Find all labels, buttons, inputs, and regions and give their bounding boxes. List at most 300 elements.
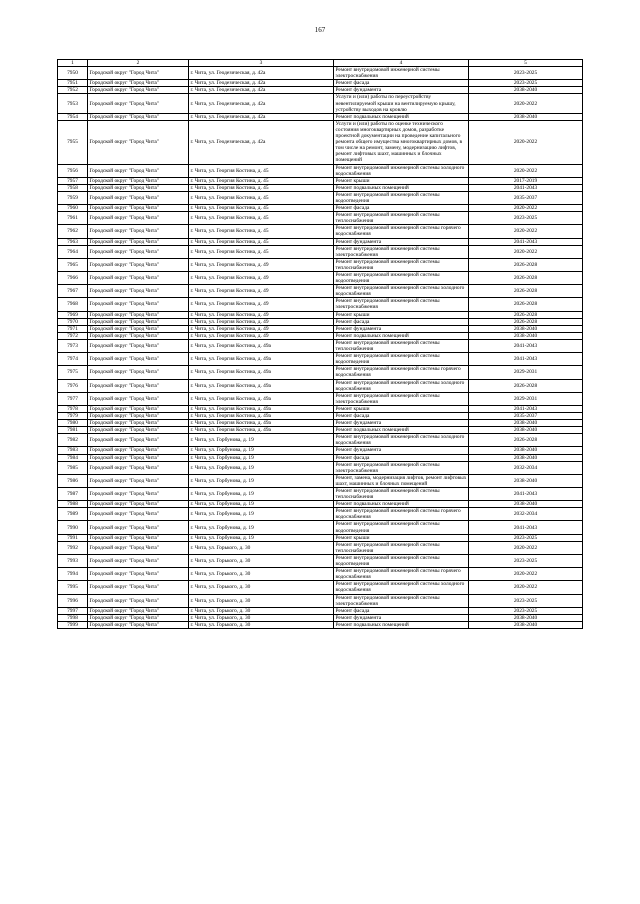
column-header-municipality: 2 (88, 60, 189, 67)
period-cell: 2020-2022 (469, 245, 583, 258)
municipality-cell: Городской округ "Город Чита" (88, 581, 189, 594)
address-cell: г. Чита, ул. Георгия Костина, д. 49 (189, 318, 334, 325)
work-type-cell: Ремонт внутридомовой инженерной системы электроснабжения (334, 298, 469, 311)
municipality-cell: Городской округ "Город Чита" (88, 594, 189, 607)
table-row (58, 434, 583, 447)
table-row (58, 581, 583, 594)
address-cell: г. Чита, ул. Горького, д. 30 (189, 614, 334, 621)
address-cell: г. Чита, ул. Горбунова, д. 19 (189, 461, 334, 474)
municipality-cell: Городской округ "Город Чита" (88, 67, 189, 80)
table-row (58, 427, 583, 434)
period-cell: 2017-2019 (469, 177, 583, 184)
row-number-cell: 7958 (58, 184, 88, 191)
address-cell: г. Чита, ул. Георгия Костина, д. 45 (189, 191, 334, 204)
work-type-cell: Ремонт фундамента (334, 420, 469, 427)
work-type-cell: Ремонт фасада (334, 607, 469, 614)
municipality-cell: Городской округ "Город Чита" (88, 614, 189, 621)
address-cell: г. Чита, ул. Георгия Костина, д. 45 (189, 212, 334, 225)
table-row (58, 541, 583, 554)
table-row (58, 353, 583, 366)
period-cell: 2023-2025 (469, 212, 583, 225)
period-cell: 2023-2025 (469, 67, 583, 80)
period-cell: 2038-2040 (469, 501, 583, 508)
table-row (58, 238, 583, 245)
period-cell: 2020-2022 (469, 120, 583, 164)
table-row (58, 366, 583, 379)
period-cell: 2032-2034 (469, 508, 583, 521)
row-number-cell: 7972 (58, 332, 88, 339)
table-row (58, 521, 583, 534)
period-cell: 2029-2031 (469, 366, 583, 379)
table-row (58, 87, 583, 94)
period-cell: 2041-2043 (469, 405, 583, 412)
period-cell: 2026-2028 (469, 258, 583, 271)
address-cell: г. Чита, ул. Горбунова, д. 19 (189, 447, 334, 454)
address-cell: г. Чита, ул. Георгия Костина, д. 45 (189, 205, 334, 212)
work-type-cell: Ремонт внутридомовой инженерной системы горячего водоснабжения (334, 366, 469, 379)
row-number-cell: 7979 (58, 412, 88, 419)
period-cell: 2020-2022 (469, 568, 583, 581)
work-type-cell: Ремонт внутридомовой инженерной системы водоотведения (334, 272, 469, 285)
period-cell: 2041-2043 (469, 184, 583, 191)
work-type-cell: Ремонт внутридомовой инженерной системы водоотведения (334, 191, 469, 204)
table-row (58, 607, 583, 614)
table-row (58, 318, 583, 325)
work-type-cell: Ремонт подвальных помещений (334, 113, 469, 120)
period-cell: 2038-2040 (469, 113, 583, 120)
table-row (58, 245, 583, 258)
address-cell: г. Чита, ул. Георгия Костина, д. 45 (189, 238, 334, 245)
municipality-cell: Городской округ "Город Чита" (88, 434, 189, 447)
table-row (58, 379, 583, 392)
work-type-cell: Ремонт фундамента (334, 87, 469, 94)
municipality-cell: Городской округ "Город Чита" (88, 461, 189, 474)
work-type-cell: Ремонт фасада (334, 80, 469, 87)
municipality-cell: Городской округ "Город Чита" (88, 534, 189, 541)
municipality-cell: Городской округ "Город Чита" (88, 621, 189, 628)
work-type-cell: Ремонт крыши (334, 534, 469, 541)
work-type-cell: Ремонт внутридомовой инженерной системы теплоснабжения (334, 258, 469, 271)
table-row (58, 120, 583, 164)
municipality-cell: Городской округ "Город Чита" (88, 245, 189, 258)
municipality-cell: Городской округ "Город Чита" (88, 366, 189, 379)
table-row (58, 67, 583, 80)
column-header-work-type: 4 (334, 60, 469, 67)
municipality-cell: Городской округ "Город Чита" (88, 521, 189, 534)
row-number-cell: 7965 (58, 258, 88, 271)
municipality-cell: Городской округ "Город Чита" (88, 392, 189, 405)
municipality-cell: Городской округ "Город Чита" (88, 225, 189, 238)
address-cell: г. Чита, ул. Горького, д. 30 (189, 568, 334, 581)
period-cell: 2038-2040 (469, 420, 583, 427)
address-cell: г. Чита, ул. Георгия Костина, д. 49 (189, 258, 334, 271)
table-row (58, 298, 583, 311)
work-type-cell: Ремонт внутридомовой инженерной системы холодного водоснабжения (334, 285, 469, 298)
work-type-cell: Ремонт подвальных помещений (334, 184, 469, 191)
work-type-cell: Ремонт фасада (334, 318, 469, 325)
row-number-cell: 7957 (58, 177, 88, 184)
address-cell: г. Чита, ул. Горького, д. 30 (189, 607, 334, 614)
table-body (58, 67, 583, 629)
municipality-cell: Городской округ "Город Чита" (88, 474, 189, 487)
work-type-cell: Услуги и (или) работы по переустройству невентилируемой крыши на вентилируемую крышу, устройству выходов на кровлю (334, 94, 469, 113)
page-number: 167 (314, 26, 326, 34)
municipality-cell: Городской округ "Город Чита" (88, 318, 189, 325)
period-cell: 2020-2022 (469, 164, 583, 177)
address-cell: г. Чита, ул. Георгия Костина, д. 49а (189, 379, 334, 392)
row-number-cell: 7966 (58, 272, 88, 285)
work-type-cell: Ремонт внутридомовой инженерной системы холодного водоснабжения (334, 581, 469, 594)
table-row (58, 412, 583, 419)
table-row (58, 339, 583, 352)
period-cell: 2026-2028 (469, 379, 583, 392)
municipality-cell: Городской округ "Город Чита" (88, 353, 189, 366)
period-cell: 2041-2043 (469, 238, 583, 245)
municipality-cell: Городской округ "Город Чита" (88, 191, 189, 204)
row-number-cell: 7987 (58, 488, 88, 501)
table-row (58, 205, 583, 212)
work-type-cell: Ремонт фасада (334, 205, 469, 212)
address-cell: г. Чита, ул. Георгия Костина, д. 49 (189, 325, 334, 332)
table-row (58, 191, 583, 204)
row-number-cell: 7964 (58, 245, 88, 258)
row-number-cell: 7977 (58, 392, 88, 405)
address-cell: г. Чита, ул. Геодезическая, д. 42а (189, 87, 334, 94)
row-number-cell: 7976 (58, 379, 88, 392)
address-cell: г. Чита, ул. Геодезическая, д. 42а (189, 113, 334, 120)
period-cell: 2020-2022 (469, 541, 583, 554)
address-cell: г. Чита, ул. Георгия Костина, д. 49а (189, 420, 334, 427)
period-cell: 2026-2028 (469, 318, 583, 325)
table-row (58, 285, 583, 298)
period-cell: 2038-2040 (469, 621, 583, 628)
municipality-cell: Городской округ "Город Чита" (88, 120, 189, 164)
municipality-cell: Городской округ "Город Чита" (88, 80, 189, 87)
period-cell: 2026-2028 (469, 311, 583, 318)
address-cell: г. Чита, ул. Георгия Костина, д. 49а (189, 353, 334, 366)
period-cell: 2041-2043 (469, 339, 583, 352)
period-cell: 2038-2040 (469, 332, 583, 339)
work-type-cell: Ремонт фундамента (334, 325, 469, 332)
period-cell: 2041-2043 (469, 488, 583, 501)
municipality-cell: Городской округ "Город Чита" (88, 379, 189, 392)
row-number-cell: 7985 (58, 461, 88, 474)
table-row (58, 420, 583, 427)
row-number-cell: 7955 (58, 120, 88, 164)
work-type-cell: Ремонт внутридомовой инженерной системы электроснабжения (334, 594, 469, 607)
address-cell: г. Чита, ул. Горького, д. 30 (189, 541, 334, 554)
table-row (58, 94, 583, 113)
municipality-cell: Городской округ "Город Чита" (88, 541, 189, 554)
table-row (58, 392, 583, 405)
address-cell: г. Чита, ул. Георгия Костина, д. 49а (189, 427, 334, 434)
address-cell: г. Чита, ул. Георгия Костина, д. 45 (189, 177, 334, 184)
address-cell: г. Чита, ул. Горького, д. 30 (189, 594, 334, 607)
table-row (58, 488, 583, 501)
address-cell: г. Чита, ул. Георгия Костина, д. 49а (189, 366, 334, 379)
work-type-cell: Ремонт крыши (334, 177, 469, 184)
municipality-cell: Городской округ "Город Чита" (88, 339, 189, 352)
work-type-cell: Ремонт внутридомовой инженерной системы электроснабжения (334, 392, 469, 405)
address-cell: г. Чита, ул. Горбунова, д. 19 (189, 534, 334, 541)
work-type-cell: Ремонт внутридомовой инженерной системы теплоснабжения (334, 339, 469, 352)
address-cell: г. Чита, ул. Георгия Костина, д. 49а (189, 339, 334, 352)
address-cell: г. Чита, ул. Георгия Костина, д. 45 (189, 225, 334, 238)
work-type-cell: Ремонт внутридомовой инженерной системы холодного водоснабжения (334, 164, 469, 177)
municipality-cell: Городской округ "Город Чита" (88, 447, 189, 454)
row-number-cell: 7967 (58, 285, 88, 298)
period-cell: 2023-2025 (469, 607, 583, 614)
address-cell: г. Чита, ул. Георгия Костина, д. 49 (189, 298, 334, 311)
table-row (58, 225, 583, 238)
work-type-cell: Ремонт фундамента (334, 614, 469, 621)
work-type-cell: Ремонт внутридомовой инженерной системы электроснабжения (334, 461, 469, 474)
address-cell: г. Чита, ул. Геодезическая, д. 42а (189, 120, 334, 164)
row-number-cell: 7973 (58, 339, 88, 352)
address-cell: г. Чита, ул. Георгия Костина, д. 49а (189, 392, 334, 405)
row-number-cell: 7986 (58, 474, 88, 487)
address-cell: г. Чита, ул. Георгия Костина, д. 49а (189, 405, 334, 412)
municipality-cell: Городской округ "Город Чита" (88, 607, 189, 614)
address-cell: г. Чита, ул. Георгия Костина, д. 49 (189, 311, 334, 318)
municipality-cell: Городской округ "Город Чита" (88, 177, 189, 184)
period-cell: 2023-2025 (469, 594, 583, 607)
work-type-cell: Ремонт внутридомовой инженерной системы горячего водоснабжения (334, 508, 469, 521)
address-cell: г. Чита, ул. Горького, д. 30 (189, 581, 334, 594)
work-type-cell: Ремонт подвальных помещений (334, 332, 469, 339)
address-cell: г. Чита, ул. Геодезическая, д. 42а (189, 94, 334, 113)
table-row (58, 621, 583, 628)
table-row (58, 568, 583, 581)
period-cell: 2038-2040 (469, 427, 583, 434)
row-number-cell: 7952 (58, 87, 88, 94)
address-cell: г. Чита, ул. Георгия Костина, д. 49 (189, 272, 334, 285)
work-type-cell: Ремонт внутридомовой инженерной системы горячего водоснабжения (334, 568, 469, 581)
address-cell: г. Чита, ул. Геодезическая, д. 42а (189, 67, 334, 80)
work-type-cell: Ремонт фасада (334, 454, 469, 461)
row-number-cell: 7989 (58, 508, 88, 521)
work-type-cell: Ремонт внутридомовой инженерной системы водоотведения (334, 554, 469, 567)
table-row (58, 534, 583, 541)
work-type-cell: Ремонт фундамента (334, 238, 469, 245)
period-cell: 2026-2028 (469, 272, 583, 285)
address-cell: г. Чита, ул. Георгия Костина, д. 49а (189, 412, 334, 419)
table-row (58, 474, 583, 487)
period-cell: 2038-2040 (469, 474, 583, 487)
period-cell: 2035-2037 (469, 191, 583, 204)
municipality-cell: Городской округ "Город Чита" (88, 87, 189, 94)
period-cell: 2029-2031 (469, 392, 583, 405)
municipality-cell: Городской округ "Город Чита" (88, 285, 189, 298)
row-number-cell: 7951 (58, 80, 88, 87)
table-row (58, 405, 583, 412)
table-row (58, 212, 583, 225)
work-type-cell: Ремонт подвальных помещений (334, 427, 469, 434)
table-row (58, 594, 583, 607)
row-number-cell: 7960 (58, 205, 88, 212)
address-cell: г. Чита, ул. Горбунова, д. 19 (189, 501, 334, 508)
address-cell: г. Чита, ул. Горбунова, д. 19 (189, 508, 334, 521)
municipality-cell: Городской округ "Город Чита" (88, 488, 189, 501)
work-type-cell: Услуги и (или) работы по оценке технического состояния многоквартирных домов, разработке проектной документации на проведение капитального ремонта общего имущества многоквартирных домов, в том числе на ремонт, замену, модернизацию лифтов, ремонт лифтовых шахт, машинных и блочных помещений (334, 120, 469, 164)
address-cell: г. Чита, ул. Георгия Костина, д. 45 (189, 164, 334, 177)
row-number-cell: 7997 (58, 607, 88, 614)
municipality-cell: Городской округ "Город Чита" (88, 454, 189, 461)
period-cell: 2023-2025 (469, 554, 583, 567)
address-cell: г. Чита, ул. Горбунова, д. 19 (189, 521, 334, 534)
address-cell: г. Чита, ул. Геодезическая, д. 42а (189, 80, 334, 87)
period-cell: 2020-2022 (469, 581, 583, 594)
column-header-number: 1 (58, 60, 88, 67)
municipality-cell: Городской округ "Город Чита" (88, 325, 189, 332)
table-row (58, 461, 583, 474)
column-header-address: 3 (189, 60, 334, 67)
column-header-period: 5 (469, 60, 583, 67)
row-number-cell: 7978 (58, 405, 88, 412)
work-type-cell: Ремонт внутридомовой инженерной системы водоотведения (334, 521, 469, 534)
row-number-cell: 7999 (58, 621, 88, 628)
municipality-cell: Городской округ "Город Чита" (88, 554, 189, 567)
address-cell: г. Чита, ул. Горбунова, д. 19 (189, 488, 334, 501)
table-row (58, 447, 583, 454)
period-cell: 2026-2028 (469, 298, 583, 311)
row-number-cell: 7968 (58, 298, 88, 311)
row-number-cell: 7981 (58, 427, 88, 434)
work-type-cell: Ремонт подвальных помещений (334, 621, 469, 628)
work-type-cell: Ремонт фундамента (334, 447, 469, 454)
table-row (58, 454, 583, 461)
work-type-cell: Ремонт внутридомовой инженерной системы теплоснабжения (334, 541, 469, 554)
municipality-cell: Городской округ "Город Чита" (88, 184, 189, 191)
period-cell: 2038-2040 (469, 325, 583, 332)
period-cell: 2026-2028 (469, 434, 583, 447)
period-cell: 2026-2028 (469, 285, 583, 298)
row-number-cell: 7963 (58, 238, 88, 245)
work-type-cell: Ремонт внутридомовой инженерной системы теплоснабжения (334, 488, 469, 501)
table-row (58, 554, 583, 567)
row-number-cell: 7969 (58, 311, 88, 318)
municipality-cell: Городской округ "Город Чита" (88, 568, 189, 581)
address-cell: г. Чита, ул. Георгия Костина, д. 49 (189, 285, 334, 298)
table-row (58, 272, 583, 285)
table-row (58, 258, 583, 271)
table-row (58, 311, 583, 318)
period-cell: 2038-2040 (469, 447, 583, 454)
period-cell: 2032-2034 (469, 461, 583, 474)
row-number-cell: 7995 (58, 581, 88, 594)
municipality-cell: Городской округ "Город Чита" (88, 332, 189, 339)
row-number-cell: 7990 (58, 521, 88, 534)
row-number-cell: 7956 (58, 164, 88, 177)
work-type-cell: Ремонт внутридомовой инженерной системы холодного водоснабжения (334, 434, 469, 447)
capital-repair-table (57, 59, 583, 629)
row-number-cell: 7959 (58, 191, 88, 204)
period-cell: 2023-2025 (469, 80, 583, 87)
work-type-cell: Ремонт крыши (334, 405, 469, 412)
row-number-cell: 7983 (58, 447, 88, 454)
row-number-cell: 7994 (58, 568, 88, 581)
row-number-cell: 7980 (58, 420, 88, 427)
row-number-cell: 7998 (58, 614, 88, 621)
row-number-cell: 7993 (58, 554, 88, 567)
address-cell: г. Чита, ул. Горбунова, д. 19 (189, 434, 334, 447)
table-header-row (58, 60, 583, 67)
municipality-cell: Городской округ "Город Чита" (88, 298, 189, 311)
address-cell: г. Чита, ул. Горького, д. 30 (189, 621, 334, 628)
work-type-cell: Ремонт крыши (334, 311, 469, 318)
table-row (58, 177, 583, 184)
municipality-cell: Городской округ "Город Чита" (88, 501, 189, 508)
row-number-cell: 7984 (58, 454, 88, 461)
work-type-cell: Ремонт подвальных помещений (334, 501, 469, 508)
municipality-cell: Городской округ "Город Чита" (88, 420, 189, 427)
period-cell: 2020-2022 (469, 94, 583, 113)
period-cell: 2020-2022 (469, 225, 583, 238)
period-cell: 2038-2040 (469, 614, 583, 621)
period-cell: 2041-2043 (469, 353, 583, 366)
work-type-cell: Ремонт фасада (334, 412, 469, 419)
municipality-cell: Городской округ "Город Чита" (88, 164, 189, 177)
municipality-cell: Городской округ "Город Чита" (88, 113, 189, 120)
work-type-cell: Ремонт, замена, модернизация лифтов, ремонт лифтовых шахт, машинных и блочных помещений (334, 474, 469, 487)
period-cell: 2023-2025 (469, 534, 583, 541)
address-cell: г. Чита, ул. Георгия Костина, д. 45 (189, 245, 334, 258)
address-cell: г. Чита, ул. Горького, д. 30 (189, 554, 334, 567)
municipality-cell: Городской округ "Город Чита" (88, 272, 189, 285)
table-row (58, 614, 583, 621)
row-number-cell: 7950 (58, 67, 88, 80)
row-number-cell: 7953 (58, 94, 88, 113)
municipality-cell: Городской округ "Город Чита" (88, 405, 189, 412)
municipality-cell: Городской округ "Город Чита" (88, 212, 189, 225)
municipality-cell: Городской округ "Город Чита" (88, 412, 189, 419)
period-cell: 2035-2037 (469, 412, 583, 419)
table-row (58, 164, 583, 177)
municipality-cell: Городской округ "Город Чита" (88, 205, 189, 212)
address-cell: г. Чита, ул. Георгия Костина, д. 45 (189, 184, 334, 191)
row-number-cell: 7988 (58, 501, 88, 508)
table-row (58, 325, 583, 332)
municipality-cell: Городской округ "Город Чита" (88, 427, 189, 434)
address-cell: г. Чита, ул. Горбунова, д. 19 (189, 454, 334, 461)
row-number-cell: 7961 (58, 212, 88, 225)
row-number-cell: 7991 (58, 534, 88, 541)
row-number-cell: 7954 (58, 113, 88, 120)
municipality-cell: Городской округ "Город Чита" (88, 258, 189, 271)
table-row (58, 80, 583, 87)
row-number-cell: 7970 (58, 318, 88, 325)
row-number-cell: 7974 (58, 353, 88, 366)
work-type-cell: Ремонт внутридомовой инженерной системы холодного водоснабжения (334, 379, 469, 392)
period-cell: 2038-2040 (469, 87, 583, 94)
table-row (58, 113, 583, 120)
work-type-cell: Ремонт внутридомовой инженерной системы водоотведения (334, 353, 469, 366)
municipality-cell: Городской округ "Город Чита" (88, 508, 189, 521)
period-cell: 2038-2040 (469, 454, 583, 461)
row-number-cell: 7975 (58, 366, 88, 379)
address-cell: г. Чита, ул. Горбунова, д. 19 (189, 474, 334, 487)
row-number-cell: 7992 (58, 541, 88, 554)
work-type-cell: Ремонт внутридомовой инженерной системы электроснабжения (334, 245, 469, 258)
work-type-cell: Ремонт внутридомовой инженерной системы горячего водоснабжения (334, 225, 469, 238)
period-cell: 2020-2022 (469, 205, 583, 212)
table-row (58, 184, 583, 191)
row-number-cell: 7996 (58, 594, 88, 607)
work-type-cell: Ремонт внутридомовой инженерной системы электроснабжения (334, 67, 469, 80)
row-number-cell: 7962 (58, 225, 88, 238)
table-row (58, 332, 583, 339)
table-row (58, 501, 583, 508)
